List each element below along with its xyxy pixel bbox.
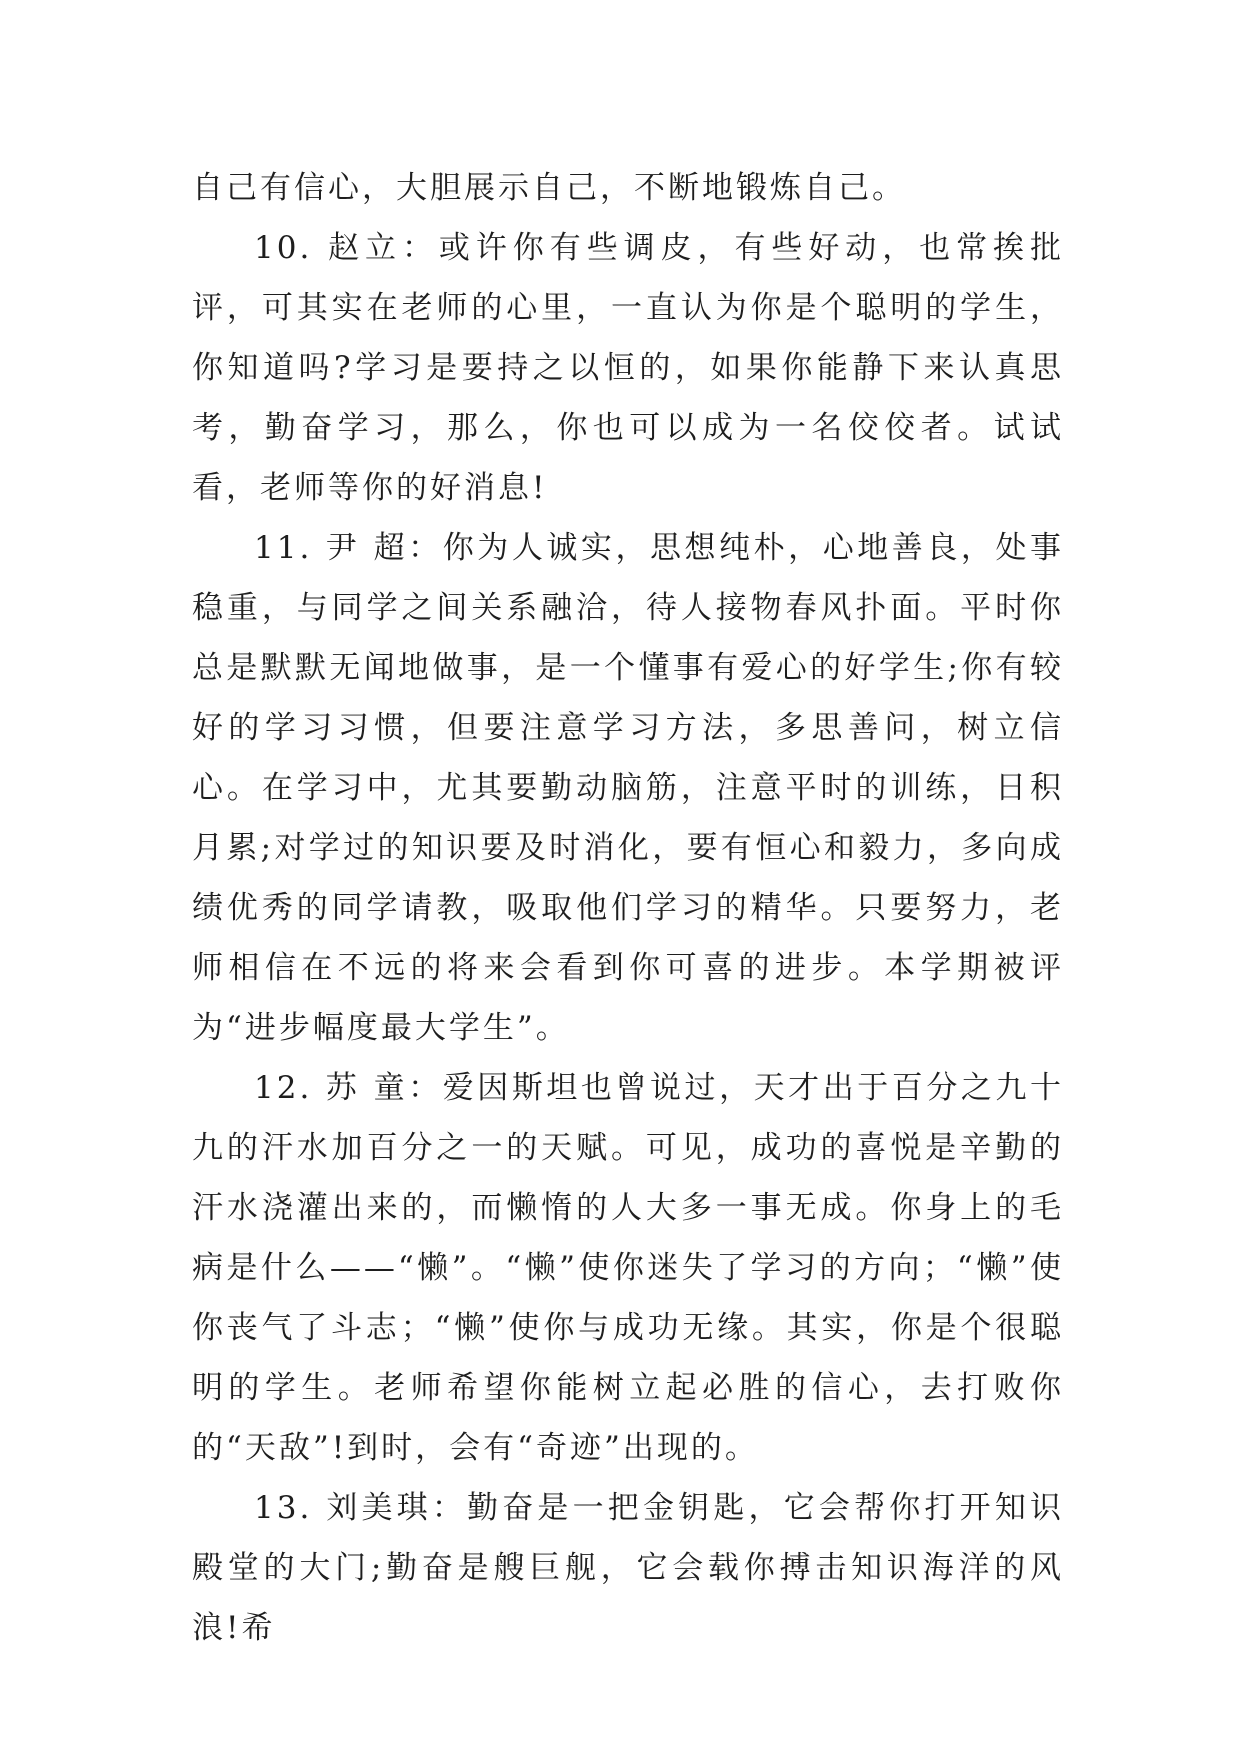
paragraph-comment-12: 12. 苏 童：爱因斯坦也曾说过，天才出于百分之九十九的汗水加百分之一的天赋。可见，成功的喜悦是辛勤的汗水浇灌出来的，而懒惰的人大多一事无成。你身上的毛病是什么——“懒”。“懒”使你迷失了学习的方向；“懒”使你丧气了斗志；“懒”使你与成功无缘。其实，你是个很聪明的学生。老师希望你能树立起必胜的信心，去打败你的“天敌”!到时，会有“奇迹”出现的。 bbox=[192, 1070, 1064, 1466]
document-body bbox=[192, 158, 1064, 1658]
paragraph-comment-11: 11. 尹 超：你为人诚实，思想纯朴，心地善良，处事稳重，与同学之间关系融洽，待人接物春风扑面。平时你总是默默无闻地做事，是一个懂事有爱心的好学生;你有较好的学习习惯，但要注意学习方法，多思善问，树立信心。在学习中，尤其要勤动脑筋，注意平时的训练，日积月累;对学过的知识要及时消化，要有恒心和毅力，多向成绩优秀的同学请教，吸取他们学习的精华。只要努力，老师相信在不远的将来会看到你可喜的进步。本学期被评为“进步幅度最大学生”。 bbox=[192, 530, 1064, 1046]
paragraph-comment-13: 13. 刘美琪：勤奋是一把金钥匙，它会帮你打开知识殿堂的大门;勤奋是艘巨舰，它会载你搏击知识海洋的风浪!希 bbox=[192, 1490, 1064, 1646]
paragraph-comment-10: 10. 赵立：或许你有些调皮，有些好动，也常挨批评，可其实在老师的心里，一直认为你是个聪明的学生，你知道吗?学习是要持之以恒的，如果你能静下来认真思考，勤奋学习，那么，你也可以成为一名佼佼者。试试看，老师等你的好消息! bbox=[192, 230, 1064, 506]
paragraph-continuation: 自己有信心，大胆展示自己，不断地锻炼自己。 bbox=[192, 170, 906, 206]
